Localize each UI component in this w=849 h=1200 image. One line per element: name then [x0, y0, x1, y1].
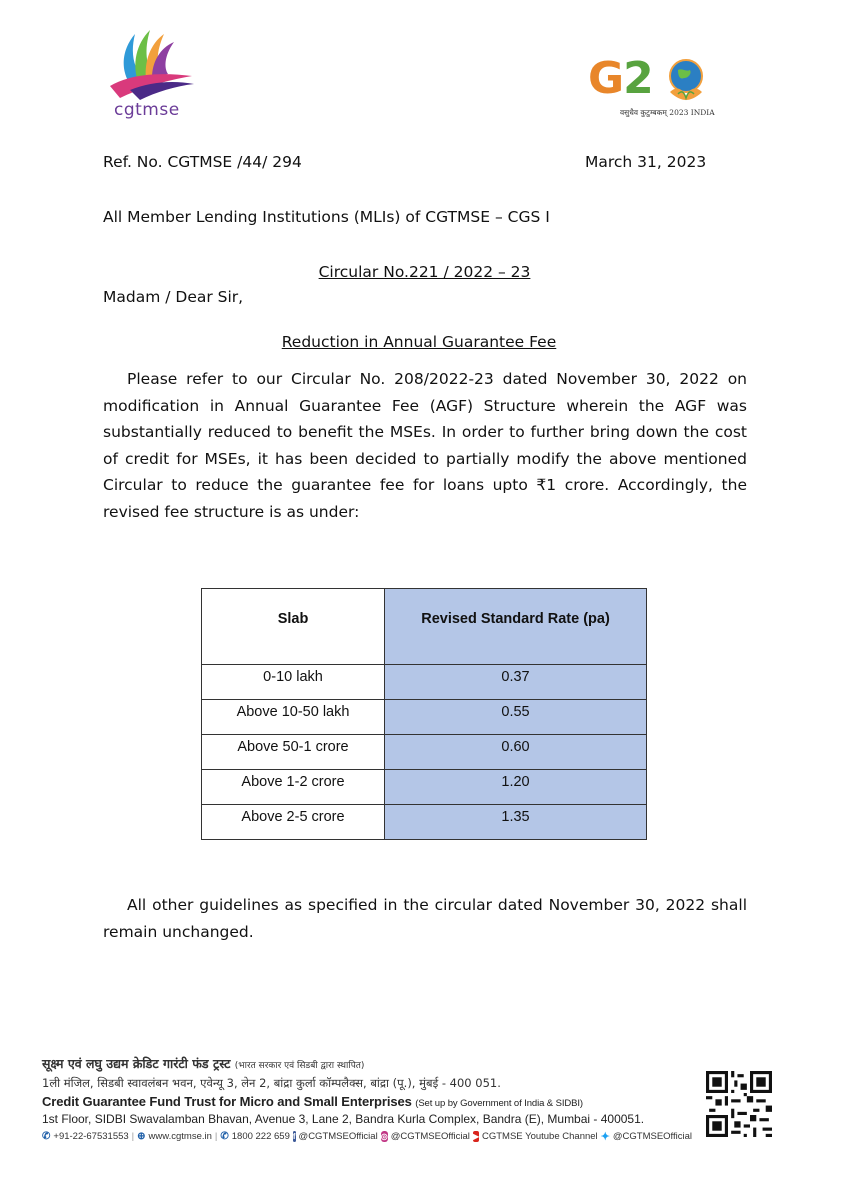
table-row — [202, 735, 647, 770]
youtube-icon: ▶ — [472, 1132, 479, 1141]
table-row — [202, 700, 647, 735]
circular-number: Circular No.221 / 2022 – 23 — [318, 263, 531, 281]
table-header-row — [202, 589, 647, 665]
twitter-handle[interactable]: @CGTMSEOfficial — [612, 1131, 693, 1142]
instagram-icon: ◎ — [380, 1132, 388, 1141]
facebook-icon: f — [292, 1132, 296, 1141]
rate-cell: 1.35 — [385, 805, 647, 840]
addressee: All Member Lending Institutions (MLIs) of CGTMSE – CGS I — [103, 208, 550, 226]
hindi-org-note: (भारत सरकार एवं सिडबी द्वारा स्थापित) — [234, 1061, 365, 1071]
subject-heading: Reduction in Annual Guarantee Fee — [281, 333, 557, 351]
english-org-name: Credit Guarantee Fund Trust for Micro and Small Enterprises — [42, 1094, 412, 1109]
paragraph-intro: Please refer to our Circular No. 208/2022-23 dated November 30, 2022 on modification in Annual Guarantee Fee (AGF) Structure wherein the AGF was substantially reduced to benefit the MSEs. In order to further bring down the cost of credit for MSEs, it has been decided to partially modify the above mentioned Circular to reduce the guarantee fee for loans upto ₹1 crore. Accordingly, the revised fee structure is as under: — [103, 370, 747, 521]
facebook-handle[interactable]: @CGTMSEOfficial — [298, 1131, 378, 1142]
phone-number: +91-22-67531553 — [53, 1131, 129, 1142]
slab-cell: Above 10-50 lakh — [202, 700, 385, 735]
globe-lotus-icon — [666, 58, 706, 102]
separator: | — [214, 1131, 218, 1142]
g20-logo — [588, 54, 718, 124]
english-org-note: (Set up by Government of India & SIDBI) — [415, 1098, 583, 1109]
rate-cell: 0.37 — [385, 665, 647, 700]
footer-contacts — [42, 1131, 692, 1142]
qr-code-icon — [706, 1071, 772, 1137]
footer-english-name — [42, 1094, 692, 1109]
header-slab: Slab — [202, 589, 385, 665]
footer-english-address: 1st Floor, SIDBI Swavalamban Bhavan, Avenue 3, Lane 2, Bandra Kurla Complex, Bandra (E), Mumbai - 400051. — [42, 1112, 645, 1126]
rate-cell: 1.20 — [385, 770, 647, 805]
letter-date: March 31, 2023 — [585, 153, 707, 171]
g20-subtitle: वसुधैव कुटुम्बकम् 2023 INDIA — [620, 108, 715, 117]
letterhead-footer — [42, 1055, 692, 1142]
slab-cell: Above 50-1 crore — [202, 735, 385, 770]
bird-logo-icon — [100, 24, 200, 104]
rate-cell: 0.55 — [385, 700, 647, 735]
table-row — [202, 805, 647, 840]
salutation: Madam / Dear Sir, — [103, 288, 244, 306]
tollfree-icon: ✆ — [220, 1131, 229, 1142]
twitter-icon: ✦ — [600, 1131, 610, 1143]
g20-wordmark: G2 — [588, 53, 653, 104]
ref-number: Ref. No. CGTMSE /44/ 294 — [103, 153, 302, 171]
website-link[interactable]: www.cgtmse.in — [148, 1131, 212, 1142]
logo-text: cgtmse — [114, 100, 180, 120]
cgtmse-logo — [100, 24, 200, 124]
fee-structure-table — [201, 588, 647, 840]
slab-cell: 0-10 lakh — [202, 665, 385, 700]
footer-hindi-address: 1ली मंजिल, सिडबी स्वावलंबन भवन, एवेन्यू 3, लेन 2, बांद्रा कुर्ला कॉम्पलैक्स, बांद्रा (पू.), मुंबई - 400 051. — [42, 1076, 501, 1090]
slab-cell: Above 1-2 crore — [202, 770, 385, 805]
separator: | — [131, 1131, 135, 1142]
paragraph-closing: All other guidelines as specified in the circular dated November 30, 2022 shall remain unchanged. — [103, 896, 747, 941]
table-row — [202, 770, 647, 805]
rate-cell: 0.60 — [385, 735, 647, 770]
footer-hindi-name — [42, 1055, 692, 1072]
header-rate: Revised Standard Rate (pa) — [385, 589, 647, 665]
hindi-org-name: सूक्ष्म एवं लघु उद्यम क्रेडिट गारंटी फंड ट्रस्ट — [42, 1056, 231, 1071]
globe-icon: ⊕ — [137, 1131, 146, 1142]
slab-cell: Above 2-5 crore — [202, 805, 385, 840]
phone-icon: ✆ — [42, 1131, 51, 1142]
instagram-handle[interactable]: @CGTMSEOfficial — [390, 1131, 470, 1142]
table-row — [202, 665, 647, 700]
youtube-channel[interactable]: CGTMSE Youtube Channel — [482, 1131, 598, 1142]
tollfree-number: 1800 222 659 — [231, 1131, 290, 1142]
